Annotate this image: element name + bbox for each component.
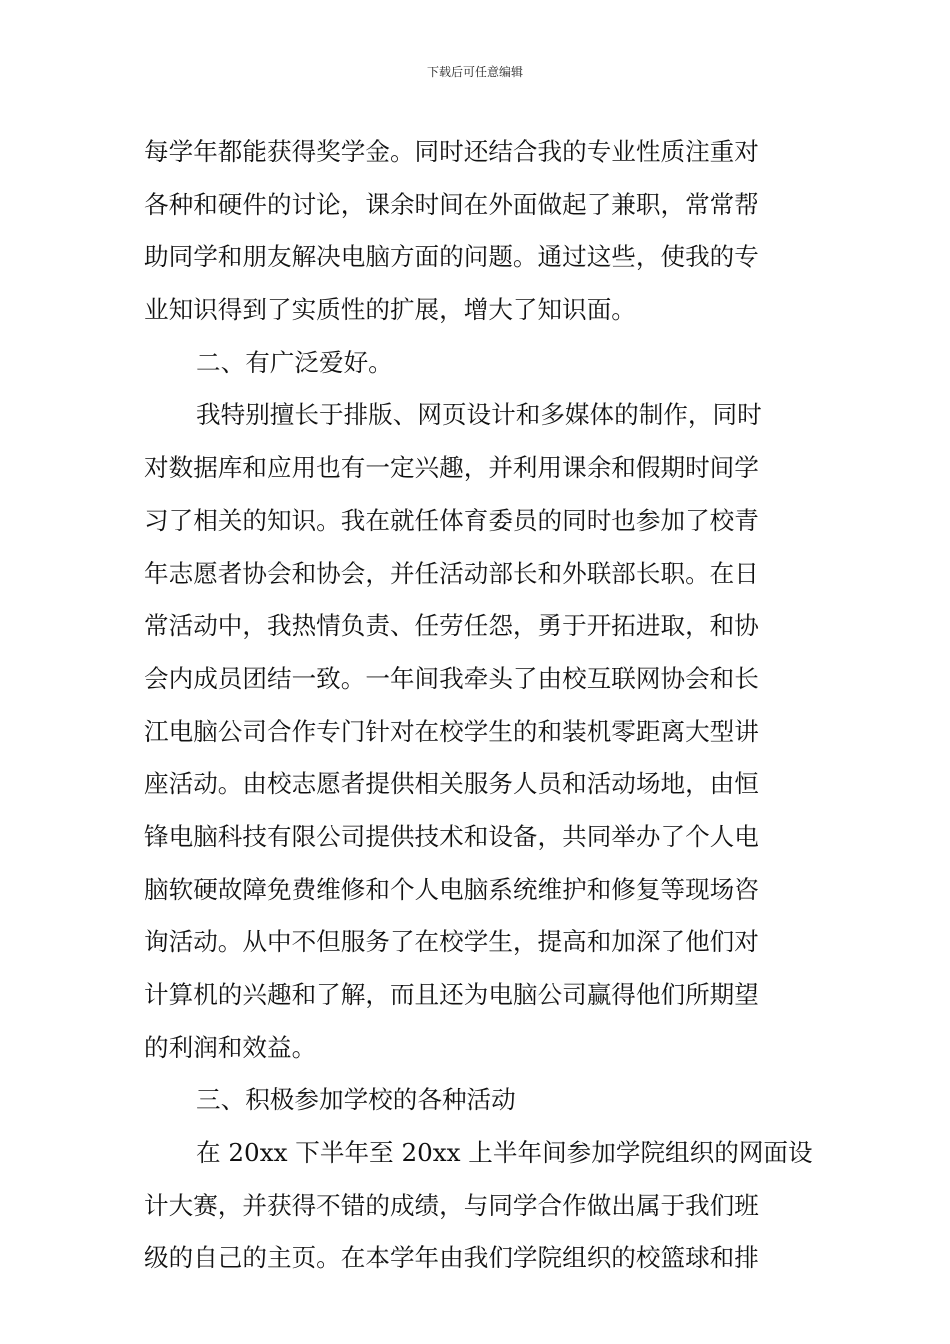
text-line: 脑软硬故障免费维修和个人电脑系统维护和修复等现场咨 xyxy=(144,874,759,904)
text-line: 级的自己的主页。在本学年由我们学院组织的校篮球和排 xyxy=(144,1243,759,1273)
text-line: 对数据库和应用也有一定兴趣，并利用课余和假期时间学 xyxy=(144,453,759,483)
section-heading-activities: 三、积极参加学校的各种活动 xyxy=(196,1085,516,1115)
text-line: 习了相关的知识。我在就任体育委员的同时也参加了校青 xyxy=(144,505,759,535)
text-line: 询活动。从中不但服务了在校学生，提高和加深了他们对 xyxy=(144,927,759,957)
text-line: 会内成员团结一致。一年间我牵头了由校互联网协会和长 xyxy=(144,663,759,693)
page-header-note: 下载后可任意编辑 xyxy=(426,65,523,79)
text-line: 常活动中，我热情负责、任劳任怨，勇于开拓进取，和协 xyxy=(144,611,759,641)
text-line: 江电脑公司合作专门针对在校学生的和装机零距离大型讲 xyxy=(144,716,759,746)
text-line: 年志愿者协会和协会，并任活动部长和外联部长职。在日 xyxy=(144,558,759,588)
text-line: 业知识得到了实质性的扩展，增大了知识面。 xyxy=(144,295,636,325)
text-line: 锋电脑科技有限公司提供技术和设备，共同举办了个人电 xyxy=(144,821,759,851)
paragraph-start-line: 在 20xx 下半年至 20xx 上半年间参加学院组织的网面设 xyxy=(196,1138,813,1168)
text-line: 座活动。由校志愿者提供相关服务人员和活动场地，由恒 xyxy=(144,769,759,799)
text-line: 计算机的兴趣和了解，而且还为电脑公司赢得他们所期望 xyxy=(144,980,759,1009)
text-line: 各种和硬件的讨论，课余时间在外面做起了兼职，常常帮 xyxy=(144,189,759,219)
text-line: 助同学和朋友解决电脑方面的问题。通过这些，使我的专 xyxy=(144,242,759,272)
text-line: 每学年都能获得奖学金。同时还结合我的专业性质注重对 xyxy=(144,137,759,166)
text-line: 计大赛，并获得不错的成绩，与同学合作做出属于我们班 xyxy=(144,1190,759,1220)
section-heading-hobbies: 二、有广泛爱好。 xyxy=(196,347,393,377)
paragraph-start-line: 我特别擅长于排版、网页设计和多媒体的制作，同时 xyxy=(196,400,762,430)
document-body xyxy=(144,126,813,1285)
text-line: 的利润和效益。 xyxy=(144,1032,317,1062)
